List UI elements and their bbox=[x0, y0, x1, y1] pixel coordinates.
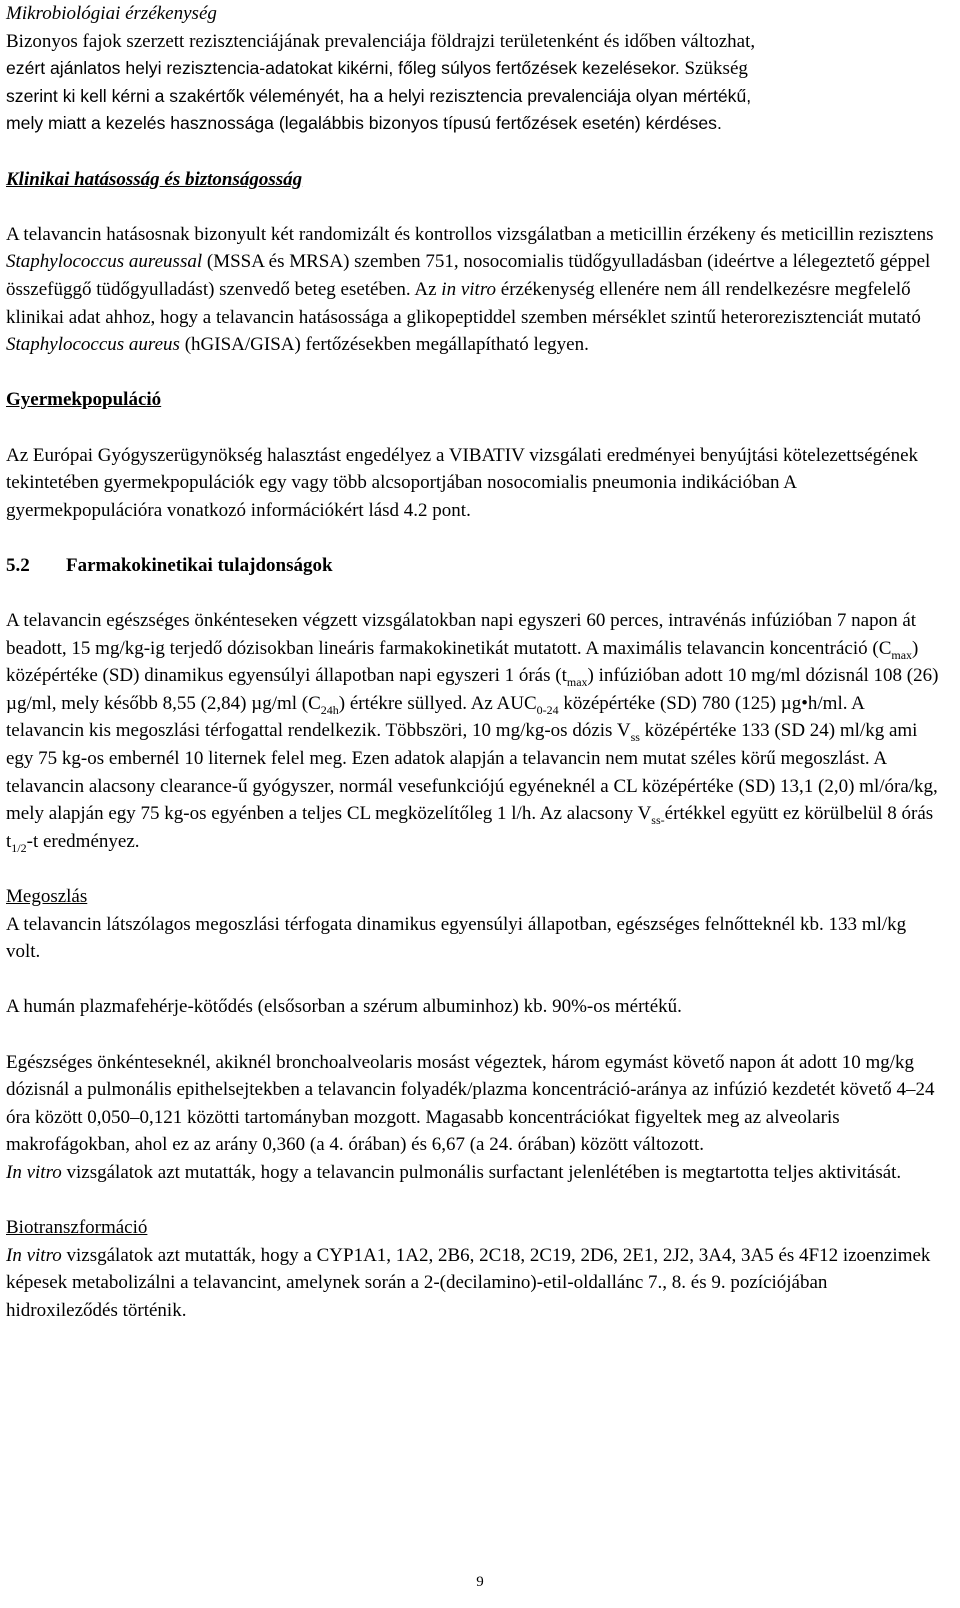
clinical-paragraph: A telavancin hatásosnak bizonyult két randomizált és kontrollos vizsgálatban a meticillin érzékeny és meticillin rezisztens Staphylococcus aureussal (MSSA és MRSA) szemben 751, nosocomialis tüdőgyulladásban (ideértve a lélegeztető géppel összefüggő tüdőgyulladást) szenvedő beteg esetében. Az in vitro érzékenység ellenére nem áll rendelkezésre megfelelő klinikai adat ahhoz, hogy a telavancin hatásossága a glikopeptiddel szemben mérséklet szintű heterorezisztenciát mutató Staphylococcus aureus (hGISA/GISA) fertőzésekben megállapítható legyen. bbox=[6, 223, 934, 356]
micro-line-2: ezért ajánlatos helyi rezisztencia-adatokat kikérni, főleg súlyos fertőzések kezelésekor. Szükség bbox=[6, 58, 748, 80]
distribution-paragraph-3: Egészséges önkénteseknél, akiknél bronchoalveolaris mosást végeztek, három egymást követő napon át adott 10 mg/kg dózisnál a pulmonális epithelsejtekben a telavancin folyadék/plazma koncentráció-aránya az infúzió kezdetét követő 4–24 óra között 0,050–0,121 közötti tartományban mozgott. Magasabb koncentrációkat figyeltek meg az alveolaris makrofágokban, ahol ez az arány 0,360 (a 4. órában) és 6,67 (a 24. órában) között változott. bbox=[6, 1051, 935, 1156]
distribution-paragraph-1: A telavancin látszólagos megoszlási térfogata dinamikus egyensúlyi állapotban, egészséges felnőtteknél kb. 133 ml/kg volt. bbox=[6, 913, 907, 963]
distribution-paragraph-4: In vitro vizsgálatok azt mutatták, hogy a telavancin pulmonális surfactant jelenlétében is megtartotta teljes aktivitását. bbox=[6, 1161, 902, 1183]
distribution-paragraph-2: A humán plazmafehérje-kötődés (elsősorban a szérum albuminhoz) kb. 90%-os mértékű. bbox=[6, 996, 682, 1018]
micro-line-1: Bizonyos fajok szerzett rezisztenciájának prevalenciája földrajzi területenként és időben változhat, bbox=[6, 30, 756, 52]
micro-heading: Mikrobiológiai érzékenység bbox=[6, 3, 217, 24]
section-5-2-heading bbox=[6, 552, 944, 580]
clinical-heading: Klinikai hatásosság és biztonságosság bbox=[6, 168, 303, 190]
micro-line-3: szerint ki kell kérni a szakértők véleményét, ha a helyi rezisztencia prevalenciája olyan mértékű, bbox=[6, 85, 752, 106]
micro-line-4: mely miatt a kezelés hasznossága (legalábbis bizonyos típusú fertőzések esetén) kérdéses. bbox=[6, 113, 722, 134]
biotransformation-heading: Biotranszformáció bbox=[6, 1217, 148, 1239]
section-number: 5.2 bbox=[6, 554, 30, 576]
biotransformation-paragraph: In vitro vizsgálatok azt mutatták, hogy a CYP1A1, 1A2, 2B6, 2C18, 2C19, 2D6, 2E1, 2J2, 3A4, 3A5 és 4F12 izoenzimek képesek metabolizálni a telavancint, amelynek során a 2-(decilamino)-etil-oldallánc 7., 8. és 9. pozíciójában hidroxileződés történik. bbox=[6, 1244, 931, 1321]
page-number: 9 bbox=[476, 1574, 484, 1590]
section-title: Farmakokinetikai tulajdonságok bbox=[66, 554, 333, 576]
section-microbiological-susceptibility bbox=[6, 0, 944, 138]
pediatric-heading: Gyermekpopuláció bbox=[6, 389, 162, 411]
pediatric-paragraph: Az Európai Gyógyszerügynökség halasztást engedélyez a VIBATIV vizsgálati eredményei benyújtási kötelezettségének tekintetében gyermekpopulációk egy vagy több alcsoportjában nosocomialis pneumonia indikációban A gyermekpopulációra vonatkozó információkért lásd 4.2 pont. bbox=[6, 444, 919, 521]
distribution-heading: Megoszlás bbox=[6, 886, 88, 907]
pharmacokinetics-paragraph: A telavancin egészséges önkénteseken végzett vizsgálatokban napi egyszeri 60 perces, intravénás infúzióban 7 napon át beadott, 15 mg/kg-ig terjedő dózisokban lineáris farmakokinetikát mutatott. A maximális telavancin koncentráció $(C_{max})$ középértéke (SD) dinamikus egyensúlyi állapotban napi egyszeri 1 órás $(t_{max})$ infúzióban adott 10 mg/ml dózisnál 108 (26) µg/ml, mely később 8,55 (2,84) µg/ml $(C_{24h})$ értékre süllyed. Az $AUC_{0-24}$ középértéke (SD) 780 (125) µg•h/ml. A telavancin kis megoszlási térfogattal rendelkezik. Többszöri, 10 mg/kg-os dózis $V_{ss}$ középértéke 133 (SD 24) ml/kg ami egy 75 kg-os embernél 10 liternek felel meg. Ezen adatok alapján a telavancin nem mutat széles körű megoszlást. A telavancin alacsony clearance-ű gyógyszer, normál vesefunkciójú egyéneknél a CL középértéke (SD) 13,1 (2,0) ml/óra/kg, mely alapján egy 75 kg-os egyénben a teljes CL megközelítőleg 1 l/h. Az alacsony $V_{ss-}értékkel$ együtt ez körülbelül 8 órás $t_{1/2}-t$ eredményez. bbox=[6, 610, 939, 855]
